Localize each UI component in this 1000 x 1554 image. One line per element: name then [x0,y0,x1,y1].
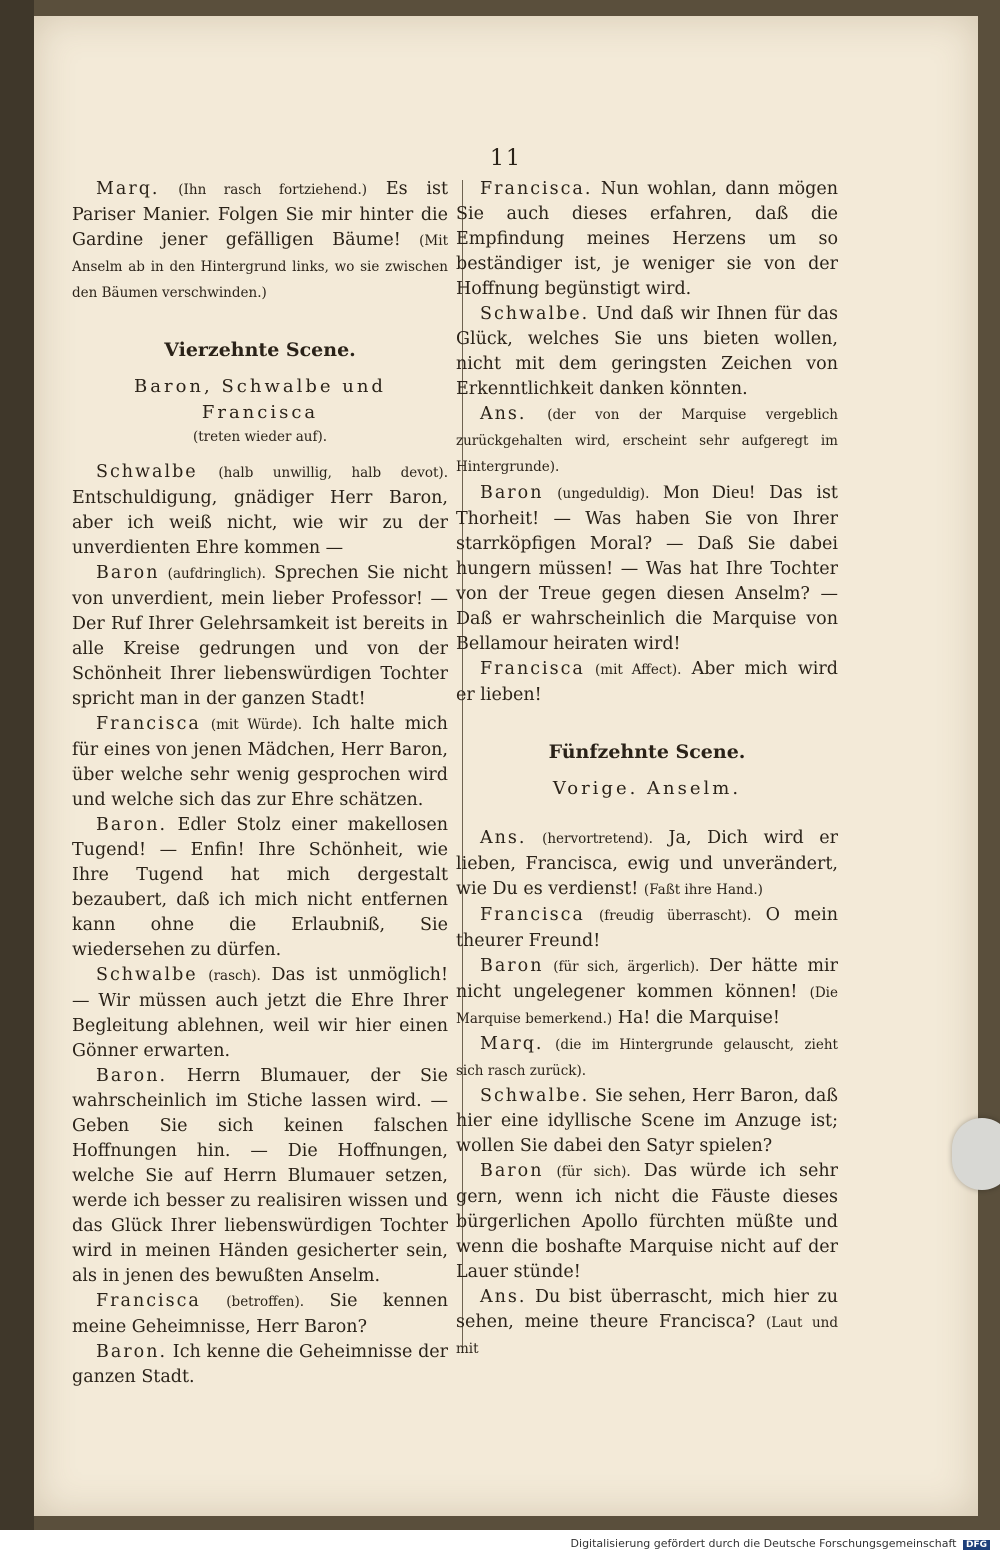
speech-text: Entschuldigung, gnädiger Herr Baron, aber ich weiß nicht, wie wir zu der unverdienten Ehre kommen — [72,488,448,558]
left-column [72,177,448,1390]
speaker-name: Baron. [96,1066,168,1086]
speaker-name: Schwalbe. [480,304,590,324]
speech-text: Ha! die Marquise! [617,1008,780,1028]
speech-text: Ich kenne die Geheimnisse der ganzen Stadt. [72,1342,448,1387]
speech-text: Aber mich wird er lieben! [456,659,838,705]
stage-direction: (hervortretend). [542,831,653,847]
speech-paragraph [456,302,838,402]
speech-paragraph [72,1289,448,1340]
scene-title: Fünfzehnte Scene. [548,741,746,763]
stage-direction: (rasch). [208,968,261,984]
speech-paragraph [456,903,838,954]
speech-paragraph [456,480,838,657]
speech-paragraph [456,177,838,302]
speech-text: Ja, Dich wird er lieben, Francisca, ewig und unverändert, wie Du es verdienst! [456,828,838,899]
stage-direction: (ungeduldig). [557,486,650,502]
speech-paragraph [456,1285,838,1362]
stage-direction: (der von der Marquise vergeblich zurückgehalten wird, erscheint sehr aufgeregt im Hintergrunde). [456,407,838,475]
latin-phrase: Mon Dieu! [663,482,756,503]
speaker-name: Ans. [480,404,527,424]
stage-direction: (aufdringlich). [167,566,266,582]
speech-text: Sie sehen, Herr Baron, daß hier eine idyllische Scene im Anzuge ist; wollen Sie dabei den Satyr spielen? [456,1086,838,1156]
page-number: 11 [490,146,522,171]
speech-text: Und daß wir Ihnen für das Glück, welches Sie uns bieten wollen, nicht mit dem geringsten Zeichen von Erkenntlichkeit danken könnten. [456,304,838,399]
speaker-name: Baron [480,1161,544,1181]
scene-spacer [456,802,838,814]
scene-cast: Vorige. Anselm. [552,778,742,799]
speech-text: Der hätte mir nicht ungelegener kommen können! [456,956,838,1002]
speech-paragraph [72,177,448,306]
speech-paragraph [456,1159,838,1285]
page-gutter [0,0,34,1530]
stage-direction: (halb unwillig, halb devot). [218,465,448,481]
speaker-name: Francisca [480,659,585,679]
speaker-name: Ans. [480,1287,527,1307]
speech-paragraph [456,1084,838,1159]
speech-paragraph [72,963,448,1064]
scene-cast-note: (treten wieder auf). [192,429,328,445]
stage-direction: (mit Würde). [210,717,303,733]
stage-direction: (freudig überrascht). [599,908,752,924]
stage-direction: (mit Affect). [595,662,682,678]
speaker-name: Schwalbe [96,462,198,482]
speaker-name: Baron [480,956,544,976]
speech-text: Sie kennen meine Geheimnisse, Herr Baron? [72,1291,448,1337]
speaker-name: Baron [480,483,544,503]
speaker-name: Ans. [480,828,527,848]
speaker-name: Francisca [96,714,201,734]
speaker-name: Francisca [96,1291,201,1311]
stage-direction: (betroffen). [226,1294,305,1310]
stage-direction: (Laut und mit [456,1315,838,1357]
stage-direction: (für sich). [556,1164,631,1180]
speaker-name: Baron [96,563,160,583]
speech-text: Das würde ich sehr gern, wenn ich nicht die Fäuste dieses bürgerlichen Apollo fürchten müßte und wenn die boshafte Marquise nicht auf der Lauer stünde! [456,1161,838,1282]
footer-credit [571,1537,990,1550]
speech-text: Das ist unmöglich! — Wir müssen auch jetzt die Ehre Ihrer Begleitung ablehnen, weil wir hier einen Gönner erwarten. [72,965,448,1061]
page-turn-tab[interactable] [952,1118,1000,1190]
speech-paragraph [456,954,838,1032]
right-column [456,177,838,1362]
dfg-logo: DFG [963,1540,990,1550]
speech-text: Edler Stolz einer makellosen Tugend! — Enfin! Ihre Schönheit, wie Ihre Tugend hat mich dergestalt bezaubert, daß ich mich nicht entfernen kann ohne die Erlaubniß, Sie wiedersehen zu dürfen. [72,815,448,960]
stage-direction: (Mit Anselm ab in den Hintergrund links, wo sie zwischen den Bäumen verschwinden.) [72,233,448,301]
speech-text: Das ist Thorheit! — Was haben Sie von Ihrer starrköpfigen Moral? — Daß Sie dabei hungern müssen! — Was hat Ihre Tochter von der Treue gegen diesen Anselm? — Daß er wahrscheinlich die Marquise von Bellamour heiraten wird! [456,483,838,654]
speech-paragraph [72,460,448,561]
speaker-name: Schwalbe. [480,1086,590,1106]
speech-paragraph [456,657,838,708]
speaker-name: Francisca [480,905,585,925]
stage-direction: (für sich, ärgerlich). [553,959,700,975]
speech-text: Du bist überrascht, mich hier zu sehen, meine theure Francisca? [456,1287,838,1332]
speaker-name: Marq. [96,179,160,199]
speech-paragraph [72,712,448,813]
speech-paragraph [72,561,448,712]
speaker-name: Baron. [96,815,168,835]
speech-paragraph [72,1064,448,1289]
speech-text: Nun wohlan, dann mögen Sie auch dieses erfahren, daß die Empfindung meines Herzens um so beständiger ist, je weniger sie von der Hoffnung begünstigt wird. [456,179,838,299]
speech-paragraph [456,1032,838,1084]
speaker-name: Francisca. [480,179,593,199]
speech-text: Herrn Blumauer, der Sie wahrscheinlich im Stiche lassen wird. — Geben Sie sich keinen falschen Hoffnungen hin. — Die Hoffnungen, welche Sie auf Herrn Blumauer setzen, werde ich besser zu realisiren wissen und das Glück Ihrer liebenswürdigen Tochter wird in meinen Händen gesicherter sein, als in jenen des bewußten Anselm. [72,1066,448,1286]
stage-direction: (die im Hintergrunde gelauscht, zieht sich rasch zurück). [456,1037,838,1079]
speech-paragraph [72,1340,448,1390]
scene-title: Vierzehnte Scene. [164,339,356,361]
speech-text: Es ist Pariser Manier. [72,179,448,225]
scene-cast: Baron, Schwalbe und Francisca [134,376,386,423]
speaker-name: Marq. [480,1034,544,1054]
speech-text: Sprechen Sie nicht von unverdient, mein lieber Professor! — Der Ruf Ihrer Gelehrsamkeit ist bereits in alle Kreise gedrungen und von der Schönheit Ihrer liebenswürdigen Tochter spricht man in der ganzen Stadt! [72,563,448,709]
speech-paragraph [456,826,838,903]
stage-direction: (Die Marquise bemerkend.) [456,985,838,1027]
speaker-name: Schwalbe [96,965,198,985]
speech-text: O mein theurer Freund! [456,905,838,951]
stage-direction: (Faßt ihre Hand.) [643,882,763,898]
speech-text: Ich halte mich für eines von jenen Mädchen, Herr Baron, über welche sehr wenig gesprochen wird und welche sich das zur Ehre schätzen. [72,714,448,810]
speech-paragraph [456,402,838,480]
speech-text: Folgen Sie mir hinter die Gardine jener gefälligen Bäume! [72,205,448,250]
speaker-name: Baron. [96,1342,168,1362]
footer-text: Digitalisierung gefördert durch die Deutsche Forschungsgemeinschaft [570,1537,957,1550]
stage-direction: (Ihn rasch fortziehend.) [178,182,368,198]
speech-paragraph [72,813,448,963]
